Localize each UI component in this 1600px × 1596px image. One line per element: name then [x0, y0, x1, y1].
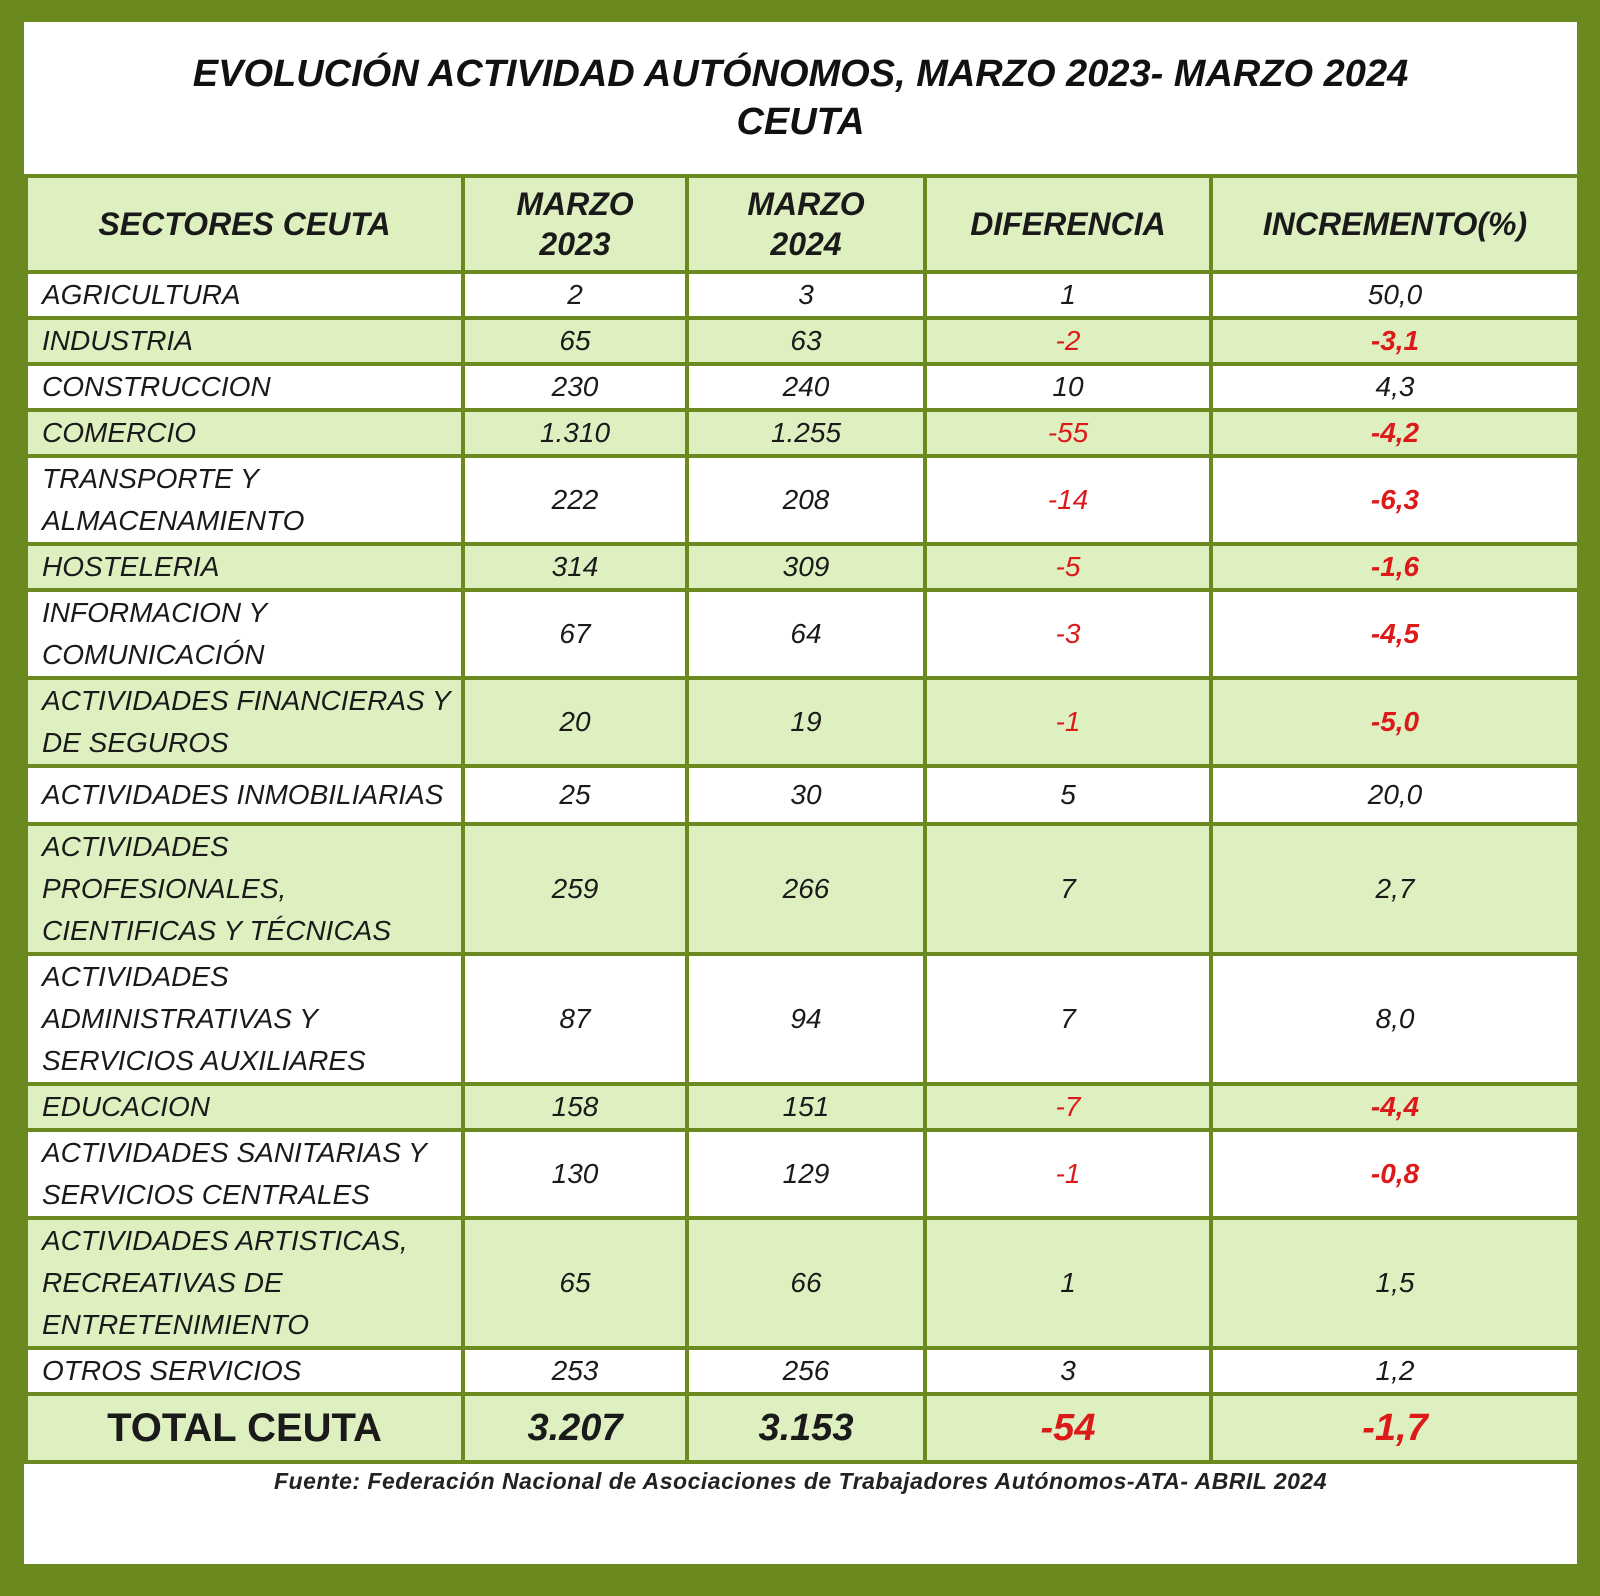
marzo-2023-cell: 259	[463, 824, 687, 954]
incremento-cell: -4,5	[1211, 590, 1579, 678]
marzo-2024-cell: 64	[687, 590, 925, 678]
incremento-cell: -1,7	[1211, 1394, 1579, 1462]
sector-cell: OTROS SERVICIOS	[26, 1348, 463, 1394]
table-row	[26, 766, 1579, 824]
marzo-2023-cell: 158	[463, 1084, 687, 1130]
table-row	[26, 364, 1579, 410]
incremento-cell: -1,6	[1211, 544, 1579, 590]
marzo-2023-cell: 20	[463, 678, 687, 766]
incremento-cell: -5,0	[1211, 678, 1579, 766]
marzo-2023-cell: 2	[463, 272, 687, 318]
header-diferencia: DIFERENCIA	[925, 176, 1211, 272]
marzo-2024-cell: 208	[687, 456, 925, 544]
table-row	[26, 1130, 1579, 1218]
sector-cell: EDUCACION	[26, 1084, 463, 1130]
source-note: Fuente: Federación Nacional de Asociaciones de Trabajadores Autónomos-ATA- ABRIL 2024	[273, 1468, 1328, 1494]
sector-cell: CONSTRUCCION	[26, 364, 463, 410]
sector-cell: ACTIVIDADES FINANCIERAS Y DE SEGUROS	[26, 678, 463, 766]
marzo-2023-cell: 222	[463, 456, 687, 544]
title-line-1: EVOLUCIÓN ACTIVIDAD AUTÓNOMOS, MARZO 2023- MARZO 2024	[192, 53, 1409, 95]
marzo-2024-cell: 1.255	[687, 410, 925, 456]
table-row	[26, 824, 1579, 954]
table-row	[26, 590, 1579, 678]
marzo-2023-cell: 314	[463, 544, 687, 590]
marzo-2023-cell: 25	[463, 766, 687, 824]
sector-cell: INFORMACION Y COMUNICACIÓN	[26, 590, 463, 678]
table-row	[26, 678, 1579, 766]
diferencia-cell: -54	[925, 1394, 1211, 1462]
table-row	[26, 1084, 1579, 1130]
sector-cell: HOSTELERIA	[26, 544, 463, 590]
diferencia-cell: 7	[925, 954, 1211, 1084]
marzo-2023-cell: 65	[463, 1218, 687, 1348]
table-row	[26, 954, 1579, 1084]
diferencia-cell: -14	[925, 456, 1211, 544]
table-body	[26, 272, 1579, 1462]
marzo-2023-cell: 67	[463, 590, 687, 678]
marzo-2024-cell: 19	[687, 678, 925, 766]
marzo-2024-cell: 240	[687, 364, 925, 410]
marzo-2023-cell: 130	[463, 1130, 687, 1218]
diferencia-cell: 7	[925, 824, 1211, 954]
diferencia-cell: 3	[925, 1348, 1211, 1394]
sector-cell: ACTIVIDADES ARTISTICAS, RECREATIVAS DE ENTRETENIMIENTO	[26, 1218, 463, 1348]
incremento-cell: 1,2	[1211, 1348, 1579, 1394]
sector-cell: COMERCIO	[26, 410, 463, 456]
marzo-2024-cell: 3.153	[687, 1394, 925, 1462]
sector-cell: ACTIVIDADES INMOBILIARIAS	[26, 766, 463, 824]
incremento-cell: 2,7	[1211, 824, 1579, 954]
marzo-2023-cell: 65	[463, 318, 687, 364]
incremento-cell: 50,0	[1211, 272, 1579, 318]
incremento-cell: 4,3	[1211, 364, 1579, 410]
sector-cell: ACTIVIDADES SANITARIAS Y SERVICIOS CENTRALES	[26, 1130, 463, 1218]
table-row	[26, 456, 1579, 544]
sector-cell: TOTAL CEUTA	[26, 1394, 463, 1462]
header-marzo-2024: MARZO 2024	[687, 176, 925, 272]
sector-cell: ACTIVIDADES ADMINISTRATIVAS Y SERVICIOS AUXILIARES	[26, 954, 463, 1084]
diferencia-cell: -5	[925, 544, 1211, 590]
header-marzo-2023: MARZO 2023	[463, 176, 687, 272]
header-row	[26, 176, 1579, 272]
marzo-2023-cell: 87	[463, 954, 687, 1084]
diferencia-cell: 1	[925, 272, 1211, 318]
diferencia-cell: 5	[925, 766, 1211, 824]
diferencia-cell: -1	[925, 678, 1211, 766]
marzo-2024-cell: 266	[687, 824, 925, 954]
marzo-2024-cell: 3	[687, 272, 925, 318]
marzo-2024-cell: 30	[687, 766, 925, 824]
sector-cell: AGRICULTURA	[26, 272, 463, 318]
title-line-2: CEUTA	[736, 101, 865, 143]
marzo-2024-cell: 256	[687, 1348, 925, 1394]
table-row	[26, 1218, 1579, 1348]
marzo-2024-cell: 151	[687, 1084, 925, 1130]
incremento-cell: -3,1	[1211, 318, 1579, 364]
header-incremento: INCREMENTO(%)	[1211, 176, 1579, 272]
marzo-2024-cell: 94	[687, 954, 925, 1084]
marzo-2024-cell: 66	[687, 1218, 925, 1348]
table-row	[26, 1348, 1579, 1394]
diferencia-cell: 10	[925, 364, 1211, 410]
marzo-2024-cell: 129	[687, 1130, 925, 1218]
incremento-cell: -4,2	[1211, 410, 1579, 456]
table-frame	[24, 22, 1577, 1564]
header-sector: SECTORES CEUTA	[26, 176, 463, 272]
diferencia-cell: -7	[925, 1084, 1211, 1130]
incremento-cell: 20,0	[1211, 766, 1579, 824]
diferencia-cell: -55	[925, 410, 1211, 456]
sector-cell: TRANSPORTE Y ALMACENAMIENTO	[26, 456, 463, 544]
diferencia-cell: -1	[925, 1130, 1211, 1218]
incremento-cell: -6,3	[1211, 456, 1579, 544]
sector-cell: INDUSTRIA	[26, 318, 463, 364]
marzo-2024-cell: 63	[687, 318, 925, 364]
incremento-cell: -0,8	[1211, 1130, 1579, 1218]
table-title	[24, 22, 1577, 174]
table-row	[26, 318, 1579, 364]
marzo-2024-cell: 309	[687, 544, 925, 590]
marzo-2023-cell: 230	[463, 364, 687, 410]
diferencia-cell: -2	[925, 318, 1211, 364]
incremento-cell: 1,5	[1211, 1218, 1579, 1348]
data-table	[24, 174, 1581, 1464]
total-row	[26, 1394, 1579, 1462]
table-row	[26, 272, 1579, 318]
marzo-2023-cell: 1.310	[463, 410, 687, 456]
diferencia-cell: -3	[925, 590, 1211, 678]
marzo-2023-cell: 253	[463, 1348, 687, 1394]
incremento-cell: 8,0	[1211, 954, 1579, 1084]
incremento-cell: -4,4	[1211, 1084, 1579, 1130]
marzo-2023-cell: 3.207	[463, 1394, 687, 1462]
sector-cell: ACTIVIDADES PROFESIONALES, CIENTIFICAS Y TÉCNICAS	[26, 824, 463, 954]
table-row	[26, 410, 1579, 456]
table-row	[26, 544, 1579, 590]
diferencia-cell: 1	[925, 1218, 1211, 1348]
